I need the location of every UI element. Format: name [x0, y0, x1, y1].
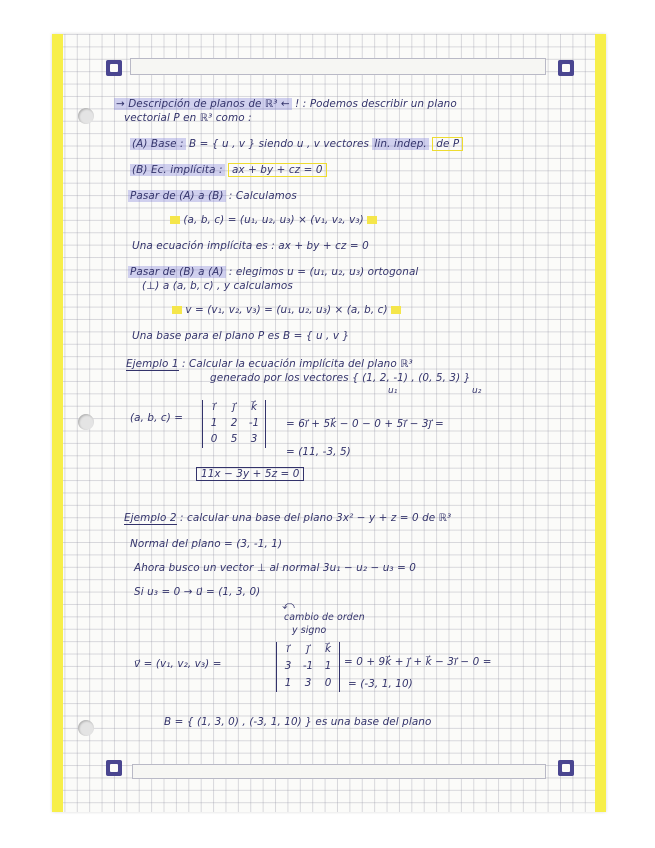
ejemplo1-lhs: (a, b, c) =: [130, 412, 184, 424]
matrix-cell: 1: [324, 660, 332, 672]
matrix-cell: j⃗: [306, 643, 310, 655]
a-to-b-formula-line: [170, 214, 377, 226]
b-to-a-formula-line: [172, 304, 401, 316]
corner-mark-icon: [106, 760, 122, 776]
ejemplo2-note2: y signo: [292, 625, 327, 636]
matrix-cell: 1: [284, 677, 292, 689]
matrix-cell: k⃗: [250, 401, 258, 413]
matrix-cell: i⃗: [286, 643, 290, 655]
matrix-cell: 1: [210, 417, 218, 429]
ejemplo1-calc2: = (11, -3, 5): [286, 446, 351, 458]
punch-hole-icon: [78, 414, 94, 430]
ejemplo1-calc1: = 6i⃗ + 5k⃗ − 0 − 0 + 5i⃗ − 3j⃗ =: [286, 418, 444, 430]
ejemplo2-lhs: v⃗ = (v₁, v₂, v₃) =: [134, 658, 222, 670]
intro-line-1: [114, 98, 457, 110]
b-to-a-heading: Pasar de (B) a (A): [130, 266, 224, 278]
curved-arrow-icon: ⤺: [282, 598, 295, 612]
form-a: [130, 138, 463, 150]
marker-icon: [172, 306, 182, 314]
intro-topic: → Descripción de planos de ℝ³ ←: [116, 98, 290, 110]
ejemplo2-calc1: = 0 + 9k⃗ + j⃗ + k⃗ − 3i⃗ − 0 =: [344, 656, 492, 668]
b-to-a-formula: v = (v₁, v₂, v₃) = (u₁, u₂, u₃) × (a, b, c): [185, 304, 388, 316]
ejemplo2-step: Ahora busco un vector ⊥ al normal 3u₁ − u₂ − u₃ = 0: [134, 562, 417, 574]
a-to-b-formula: (a, b, c) = (u₁, u₂, u₃) × (v₁, v₂, v₃): [183, 214, 364, 226]
ejemplo2-normal: Normal del plano = (3, -1, 1): [130, 538, 283, 550]
b-to-a-result: Una base para el plano P es B = { u , v }: [132, 330, 350, 342]
ejemplo2-title: Ejemplo 2: [124, 512, 177, 524]
ejemplo2-line-1: [124, 512, 451, 524]
binder-edge-right: [595, 34, 606, 812]
ejemplo2-text: : calcular una base del plano 3x² − y + z = 0 de ℝ³: [180, 512, 452, 524]
matrix-cell: 2: [230, 417, 238, 429]
marker-icon: [170, 216, 180, 224]
form-b: [130, 164, 327, 176]
matrix-cell: j⃗: [232, 401, 236, 413]
ejemplo1-text2: generado por los vectores { (1, 2, -1) , (0, 5, 3) }: [210, 372, 471, 384]
corner-mark-icon: [106, 60, 122, 76]
matrix-cell: i⃗: [212, 401, 216, 413]
a-to-b-heading-line: [128, 190, 297, 202]
footer-box: [132, 764, 546, 779]
b-to-a-text2: (⊥) a (a, b, c) , y calculamos: [142, 280, 293, 292]
form-a-suffix: de P: [432, 137, 463, 151]
intro-statement: ! : Podemos describir un plano: [295, 98, 457, 110]
b-to-a-text1: : elegimos u = (u₁, u₂, u₃) ortogonal: [228, 266, 419, 278]
ejemplo1-answer-line: [196, 468, 304, 480]
matrix-cell: 3: [304, 677, 312, 689]
ejemplo2-note1: cambio de orden: [284, 612, 365, 623]
matrix-cell: 3: [284, 660, 292, 672]
matrix-cell: k⃗: [324, 643, 332, 655]
intro-line-2: vectorial P en ℝ³ como :: [124, 112, 252, 124]
ejemplo1-u2-label: u₂: [472, 386, 482, 396]
punch-hole-icon: [78, 108, 94, 124]
a-to-b-text: : Calculamos: [228, 190, 297, 202]
punch-hole-icon: [78, 720, 94, 736]
ejemplo2-calc2: = (-3, 1, 10): [348, 678, 413, 690]
ejemplo1-text1: : Calcular la ecuación implícita del plano ℝ³: [182, 358, 413, 370]
notebook-page: [52, 34, 606, 812]
ejemplo2-answer: B = { (1, 3, 0) , (-3, 1, 10) } es una base del plano: [164, 716, 432, 728]
form-a-label: (A) Base :: [132, 138, 184, 150]
form-b-equation: ax + by + cz = 0: [228, 163, 327, 177]
ejemplo1-title: Ejemplo 1: [126, 358, 179, 370]
matrix-cell: 0: [210, 433, 218, 445]
matrix-cell: 0: [324, 677, 332, 689]
binder-edge-left: [52, 34, 63, 812]
corner-mark-icon: [558, 760, 574, 776]
form-a-tag: lin. indep.: [374, 138, 427, 150]
ejemplo1-matrix: [202, 400, 266, 448]
b-to-a-heading-line: [128, 266, 418, 278]
form-a-text: B = { u , v } siendo u , v vectores: [189, 138, 369, 150]
matrix-cell: 5: [230, 433, 238, 445]
corner-mark-icon: [558, 60, 574, 76]
marker-icon: [367, 216, 377, 224]
form-b-label: (B) Ec. implícita :: [132, 164, 223, 176]
matrix-cell: -1: [302, 660, 314, 672]
matrix-cell: 3: [250, 433, 258, 445]
marker-icon: [391, 306, 401, 314]
ejemplo1-u1-label: u₁: [388, 386, 398, 396]
ejemplo1-line-1: [126, 358, 413, 370]
a-to-b-result: Una ecuación implícita es : ax + by + cz = 0: [132, 240, 369, 252]
a-to-b-heading: Pasar de (A) a (B): [130, 190, 224, 202]
ejemplo1-answer: 11x − 3y + 5z = 0: [196, 467, 304, 481]
ejemplo2-choose: Si u₃ = 0 → u⃗ = (1, 3, 0): [134, 586, 261, 598]
matrix-cell: -1: [248, 417, 260, 429]
ejemplo2-matrix: [276, 642, 340, 692]
header-box: [130, 58, 546, 75]
